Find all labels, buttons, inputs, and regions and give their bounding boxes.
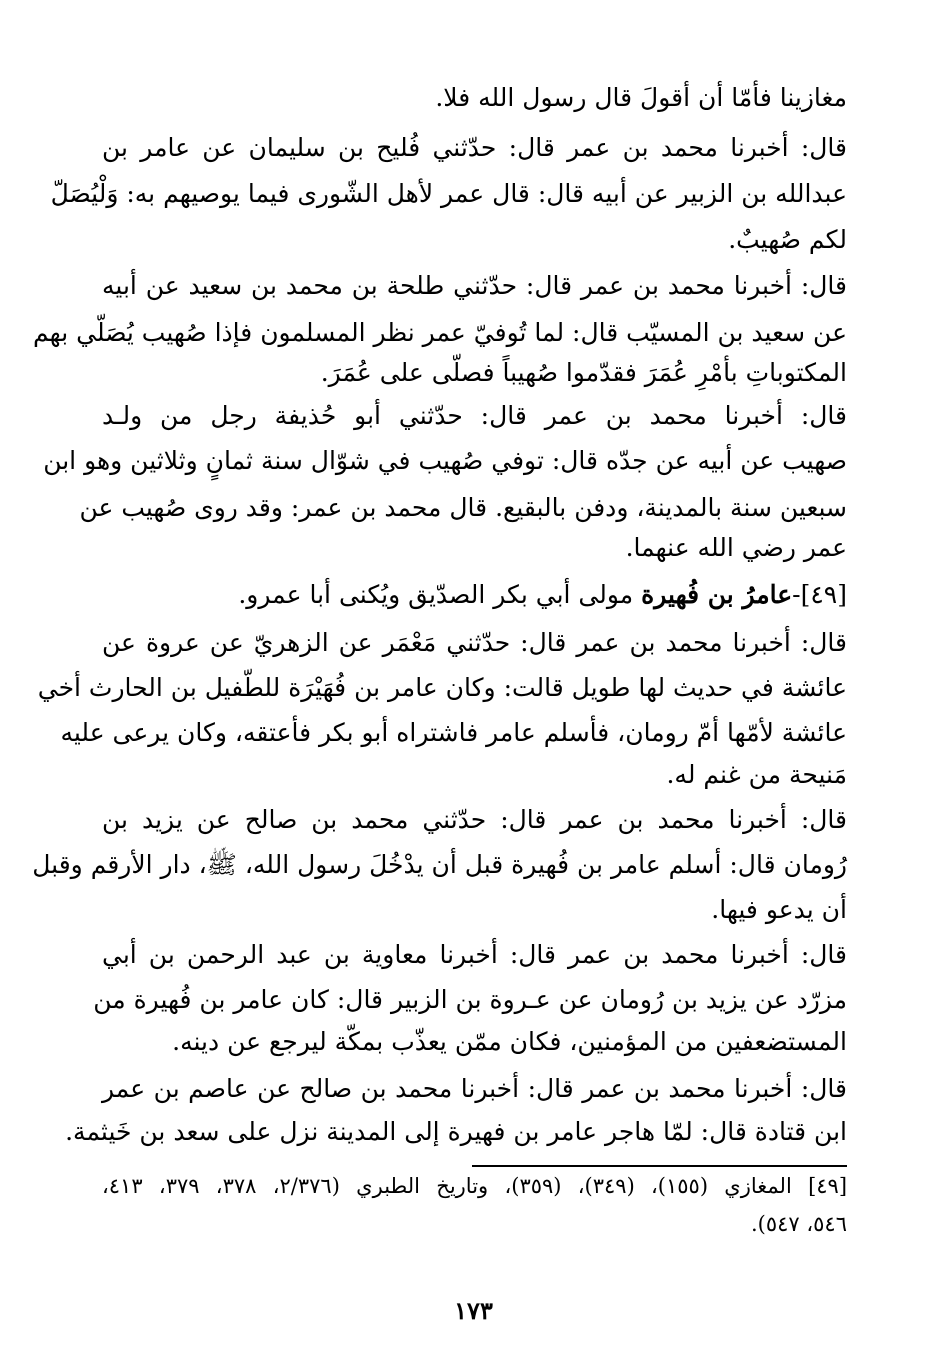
text-line: قال: أخبرنا محمد بن عمر قال: أخبرنا معاوية بن عبد الرحمن بن أبي (102, 940, 847, 969)
text-line: صهيب عن أبيه عن جدّه قال: توفي صُهيب في شوّال سنة ثمانٍ وثلاثين وهو ابن (43, 446, 847, 475)
section-heading (102, 575, 847, 615)
text-line: قال: أخبرنا محمد بن عمر قال: حدّثني محمد بن صالح عن يزيد بن (102, 805, 847, 834)
text-line: سبعين سنة بالمدينة، ودفن بالبقيع. قال محمد بن عمر: وقد روى صُهيب عن (79, 493, 847, 522)
text-line: ابن قتادة قال: لمّا هاجر عامر بن فهيرة إلى المدينة نزل على سعد بن خَيثمة. (65, 1117, 847, 1146)
text-line: قال: أخبرنا محمد بن عمر قال: حدّثني مَعْمَر عن الزهريّ عن عروة عن (102, 628, 847, 657)
page-number: ١٧٣ (454, 1296, 493, 1325)
text-line: قال: أخبرنا محمد بن عمر قال: حدّثني طلحة بن محمد بن سعيد عن أبيه (102, 271, 847, 300)
text-line: عمر رضي الله عنهما. (625, 533, 847, 562)
footnote-separator (472, 1165, 847, 1167)
text-line: مزرّد عن يزيد بن رُومان عن عـروة بن الزبير قال: كان عامر بن فُهيرة من (93, 985, 847, 1014)
text-line: عائشة في حديث لها طويل قالت: وكان عامر بن فُهَيْرَة للطّفيل بن الحارث أخي (37, 673, 847, 702)
text-line: رُومان قال: أسلم عامر بن فُهيرة قبل أن يدْخُلَ رسول الله، ﷺ، دار الأرقم وقبل (32, 850, 847, 879)
text-line: أن يدعو فيها. (711, 895, 847, 924)
text-line: قال: أخبرنا محمد بن عمر قال: أخبرنا محمد بن صالح عن عاصم بن عمر (102, 1074, 847, 1103)
text-line: المكتوباتِ بأمْرِ عُمَرَ فقدّموا صُهيباً فصلّى على عُمَرَ. (320, 358, 847, 387)
text-line: قال: أخبرنا محمد بن عمر قال: حدّثني أبو حُذيفة رجل من ولـد (102, 401, 847, 430)
text-line: عن سعيد بن المسيّب قال: لما تُوفيّ عمر نظر المسلمون فإذا صُهيب يُصَلّي بهم (33, 318, 847, 347)
heading-number: [٤٩]- (792, 580, 847, 609)
text-line: مَنيحة من غنم له. (666, 760, 847, 789)
footnote-line: [٤٩] المغازي (١٥٥)، (٣٤٩)، (٣٥٩)، وتاريخ الطبري (٢/٣٧٦، ٣٧٨، ٣٧٩، ٤١٣، (102, 1174, 848, 1198)
heading-rest: مولى أبي بكر الصدّيق ويُكنى أبا عمرو. (238, 580, 642, 609)
footnote-line: ٥٤٦، ٥٤٧). (750, 1212, 847, 1236)
heading-name: عامرُ بن فُهيرة (641, 580, 793, 609)
text-line: مغازينا فأمّا أن أقولَ قال رسول الله فلا. (435, 83, 847, 112)
text-line: لكم صُهيبٌ. (728, 225, 847, 254)
text-line: عائشة لأمّها أمّ رومان، فأسلم عامر فاشتراه أبو بكر فأعتقه، وكان يرعى عليه (60, 718, 847, 747)
text-line: قال: أخبرنا محمد بن عمر قال: حدّثني فُليح بن سليمان عن عامر بن (102, 133, 847, 162)
text-line: عبدالله بن الزبير عن أبيه قال: قال عمر لأهل الشّورى فيما يوصيهم به: وَلْيُصَلّ (50, 179, 847, 208)
text-line: المستضعفين من المؤمنين، فكان ممّن يعذّب بمكّة ليرجع عن دينه. (172, 1027, 847, 1056)
